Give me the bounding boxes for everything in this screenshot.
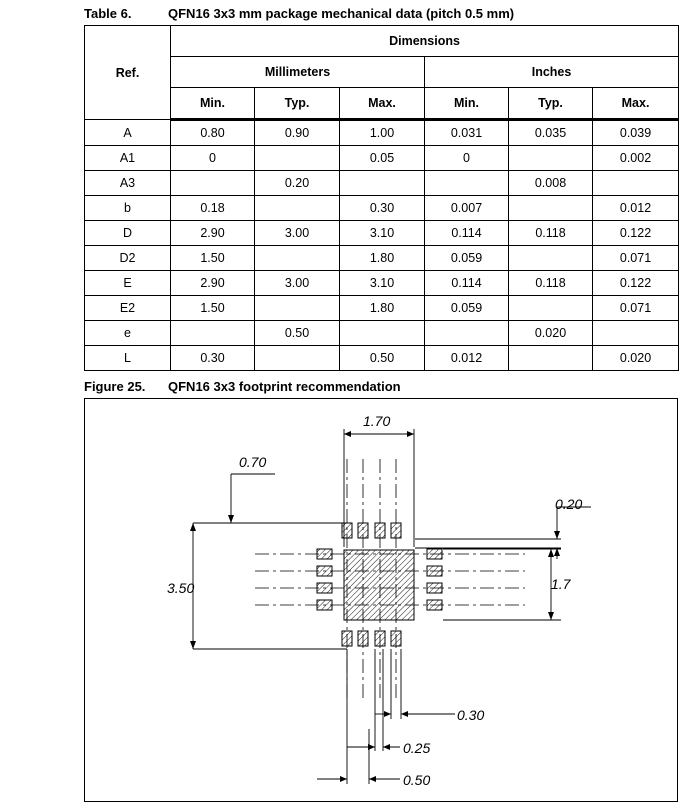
value-cell: 0.18 — [171, 196, 255, 221]
value-cell — [509, 146, 593, 171]
subheader-0: Min. — [171, 88, 255, 120]
subheader-row — [85, 88, 679, 120]
ref-cell: A1 — [85, 146, 171, 171]
dim-top-width: 1.70 — [363, 413, 391, 429]
ref-cell: E — [85, 271, 171, 296]
value-cell: 0.012 — [593, 196, 679, 221]
value-cell — [509, 246, 593, 271]
header-millimeters: Millimeters — [171, 57, 425, 88]
value-cell: 1.80 — [340, 296, 425, 321]
dim-pad-length: 0.70 — [239, 454, 267, 470]
value-cell: 0.035 — [509, 120, 593, 146]
center-pad — [344, 550, 414, 620]
ref-cell: b — [85, 196, 171, 221]
value-cell: 0.071 — [593, 246, 679, 271]
left-pads — [317, 549, 332, 610]
table-row — [85, 146, 679, 171]
value-cell: 3.10 — [340, 221, 425, 246]
value-cell: 0.008 — [509, 171, 593, 196]
value-cell: 1.80 — [340, 246, 425, 271]
dim-overall: 3.50 — [167, 580, 195, 596]
value-cell — [509, 196, 593, 221]
value-cell — [509, 346, 593, 371]
value-cell: 1.50 — [171, 296, 255, 321]
value-cell — [509, 296, 593, 321]
value-cell: 0.118 — [509, 271, 593, 296]
value-cell: 0.012 — [425, 346, 509, 371]
value-cell — [255, 346, 340, 371]
value-cell — [171, 321, 255, 346]
value-cell: 0.80 — [171, 120, 255, 146]
value-cell: 0.122 — [593, 221, 679, 246]
header-dimensions: Dimensions — [171, 26, 679, 57]
value-cell: 0.031 — [425, 120, 509, 146]
value-cell: 0.90 — [255, 120, 340, 146]
dim-pad-gap: 0.20 — [555, 496, 583, 512]
value-cell: 0.059 — [425, 296, 509, 321]
table-row — [85, 271, 679, 296]
value-cell: 0.30 — [171, 346, 255, 371]
footprint-figure — [84, 398, 678, 802]
dim-pitch: 0.50 — [403, 772, 431, 788]
figure-caption-number: Figure 25. — [84, 379, 146, 394]
table-row — [85, 221, 679, 246]
mechanical-data-table — [84, 25, 679, 371]
value-cell: 1.00 — [340, 120, 425, 146]
ref-cell: D — [85, 221, 171, 246]
table-caption — [84, 6, 514, 21]
table-row — [85, 296, 679, 321]
value-cell: 0.50 — [255, 321, 340, 346]
subheader-4: Typ. — [509, 88, 593, 120]
value-cell: 0.114 — [425, 271, 509, 296]
value-cell: 0 — [425, 146, 509, 171]
table-caption-number: Table 6. — [84, 6, 132, 21]
ref-cell: E2 — [85, 296, 171, 321]
value-cell — [340, 321, 425, 346]
value-cell — [255, 196, 340, 221]
value-cell: 0 — [171, 146, 255, 171]
dim-small-width: 0.25 — [403, 740, 431, 756]
ref-cell: A — [85, 120, 171, 146]
dim-pad-width: 0.30 — [457, 707, 485, 723]
table-row — [85, 321, 679, 346]
value-cell — [171, 171, 255, 196]
figure-caption — [84, 379, 401, 394]
table-row — [85, 171, 679, 196]
value-cell: 0.002 — [593, 146, 679, 171]
value-cell: 0.071 — [593, 296, 679, 321]
value-cell: 1.50 — [171, 246, 255, 271]
table-row — [85, 120, 679, 146]
value-cell — [425, 321, 509, 346]
table-body — [85, 120, 679, 371]
bottom-pads — [342, 631, 401, 646]
ref-cell: A3 — [85, 171, 171, 196]
table-row — [85, 196, 679, 221]
table-row — [85, 246, 679, 271]
figure-caption-title: QFN16 3x3 footprint recommendation — [168, 379, 401, 394]
header-ref: Ref. — [85, 26, 171, 120]
right-pads — [427, 549, 442, 610]
value-cell — [593, 321, 679, 346]
ref-cell: D2 — [85, 246, 171, 271]
dim-right-width: 1.7 — [551, 576, 571, 592]
value-cell — [255, 246, 340, 271]
footprint-drawing — [85, 399, 679, 803]
value-cell: 0.007 — [425, 196, 509, 221]
subheader-1: Typ. — [255, 88, 340, 120]
table-caption-title: QFN16 3x3 mm package mechanical data (pitch 0.5 mm) — [168, 6, 515, 21]
value-cell: 0.020 — [593, 346, 679, 371]
ref-cell: L — [85, 346, 171, 371]
subheader-5: Max. — [593, 88, 679, 120]
value-cell: 3.00 — [255, 221, 340, 246]
value-cell: 0.122 — [593, 271, 679, 296]
value-cell: 0.30 — [340, 196, 425, 221]
value-cell: 3.00 — [255, 271, 340, 296]
value-cell: 3.10 — [340, 271, 425, 296]
value-cell: 2.90 — [171, 221, 255, 246]
value-cell: 0.039 — [593, 120, 679, 146]
value-cell — [593, 171, 679, 196]
value-cell: 0.114 — [425, 221, 509, 246]
value-cell — [255, 296, 340, 321]
value-cell: 0.50 — [340, 346, 425, 371]
subheader-3: Min. — [425, 88, 509, 120]
header-inches: Inches — [425, 57, 679, 88]
value-cell: 0.020 — [509, 321, 593, 346]
value-cell: 0.20 — [255, 171, 340, 196]
value-cell: 0.118 — [509, 221, 593, 246]
value-cell: 2.90 — [171, 271, 255, 296]
value-cell — [340, 171, 425, 196]
ref-cell: e — [85, 321, 171, 346]
subheader-2: Max. — [340, 88, 425, 120]
table-row — [85, 346, 679, 371]
value-cell: 0.05 — [340, 146, 425, 171]
value-cell — [255, 146, 340, 171]
value-cell — [425, 171, 509, 196]
top-pads — [342, 523, 401, 538]
value-cell: 0.059 — [425, 246, 509, 271]
